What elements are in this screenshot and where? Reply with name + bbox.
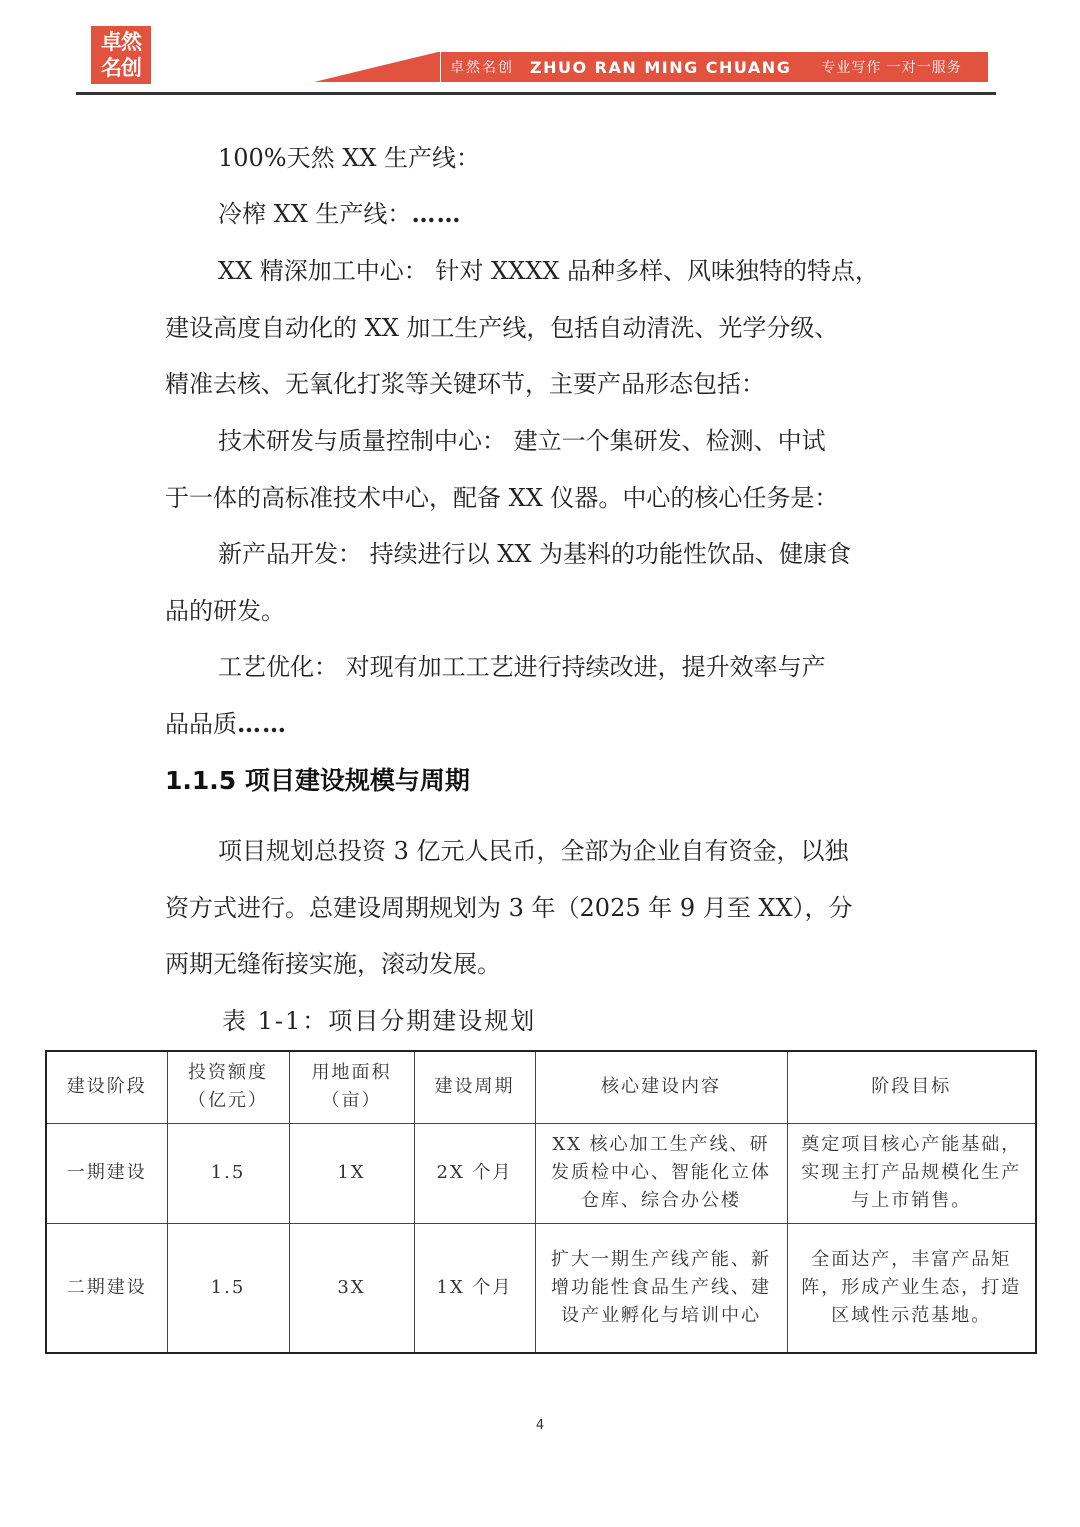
paragraph-line: 技术研发与质量控制中心： 建立一个集研发、检测、中试 — [218, 427, 826, 455]
brand-logo — [91, 26, 151, 84]
cell-phase: 二期建设 — [46, 1223, 167, 1353]
column-header-area: 用地面积（亩） — [289, 1051, 414, 1123]
cell-investment: 1.5 — [167, 1223, 289, 1353]
cell-goal: 奠定项目核心产能基础，实现主打产品规模化生产与上市销售。 — [787, 1123, 1036, 1223]
cell-period: 1X 个月 — [414, 1223, 535, 1353]
cell-goal: 全面达产，丰富产品矩阵，形成产业生态，打造区域性示范基地。 — [787, 1223, 1036, 1353]
logo-text-line1: 卓然 — [101, 30, 141, 54]
paragraph-line: 建设高度自动化的 XX 加工生产线，包括自动清洗、光学分级、 — [165, 314, 839, 342]
paragraph-line: 精准去核、无氧化打浆等关键环节，主要产品形态包括： — [165, 370, 765, 398]
table-row — [46, 1223, 1036, 1353]
page-number: 4 — [535, 1418, 545, 1433]
cell-content: 扩大一期生产线产能、新增功能性食品生产线、建设产业孵化与培训中心 — [535, 1223, 787, 1353]
table-row — [46, 1123, 1036, 1223]
section-heading: 1.1.5 项目建设规模与周期 — [165, 766, 470, 795]
paragraph-line: 两期无缝衔接实施，滚动发展。 — [165, 950, 501, 978]
cell-investment: 1.5 — [167, 1123, 289, 1223]
logo-text-line2: 名创 — [101, 56, 141, 80]
paragraph-line: 100%天然 XX 生产线： — [218, 144, 481, 172]
paragraph-text: 冷榨 XX 生产线： — [218, 200, 412, 228]
header-banner — [438, 52, 988, 82]
banner-brand-cn: 卓然名创 — [450, 60, 514, 76]
column-header-investment: 投资额度（亿元） — [167, 1051, 289, 1123]
column-header-goal: 阶段目标 — [787, 1051, 1036, 1123]
cell-period: 2X 个月 — [414, 1123, 535, 1223]
column-header-content: 核心建设内容 — [535, 1051, 787, 1123]
ellipsis: …… — [411, 199, 462, 228]
header-divider — [76, 92, 996, 95]
cell-content: XX 核心加工生产线、研发质检中心、智能化立体仓库、综合办公楼 — [535, 1123, 787, 1223]
paragraph-line — [165, 709, 287, 739]
construction-plan-table — [45, 1050, 1037, 1354]
paragraph-line — [218, 199, 461, 229]
header-banner-wedge — [314, 52, 438, 82]
cell-area: 3X — [289, 1223, 414, 1353]
cell-phase: 一期建设 — [46, 1123, 167, 1223]
paragraph-line: 品的研发。 — [165, 597, 285, 625]
column-header-period: 建设周期 — [414, 1051, 535, 1123]
paragraph-line: 于一体的高标准技术中心，配备 XX 仪器。中心的核心任务是： — [165, 484, 839, 512]
paragraph-line: XX 精深加工中心： 针对 XXXX 品种多样、风味独特的特点， — [218, 257, 880, 285]
cell-area: 1X — [289, 1123, 414, 1223]
paragraph-line: 工艺优化： 对现有加工工艺进行持续改进，提升效率与产 — [218, 653, 826, 681]
paragraph-line: 项目规划总投资 3 亿元人民币，全部为企业自有资金，以独 — [218, 837, 849, 865]
paragraph-line: 新产品开发： 持续进行以 XX 为基料的功能性饮品、健康食 — [218, 540, 852, 568]
paragraph-line: 资方式进行。总建设周期规划为 3 年（2025 年 9 月至 XX），分 — [165, 894, 853, 922]
column-header-phase: 建设阶段 — [46, 1051, 167, 1123]
table-header-row — [46, 1051, 1036, 1123]
banner-slogan: 专业写作 一对一服务 — [821, 60, 962, 76]
banner-divider — [440, 52, 441, 82]
table-caption: 表 1-1：项目分期建设规划 — [222, 1007, 537, 1035]
ellipsis: …… — [237, 709, 287, 738]
paragraph-text: 品品质 — [165, 710, 237, 738]
banner-brand-en: ZHUO RAN MING CHUANG — [530, 57, 792, 77]
